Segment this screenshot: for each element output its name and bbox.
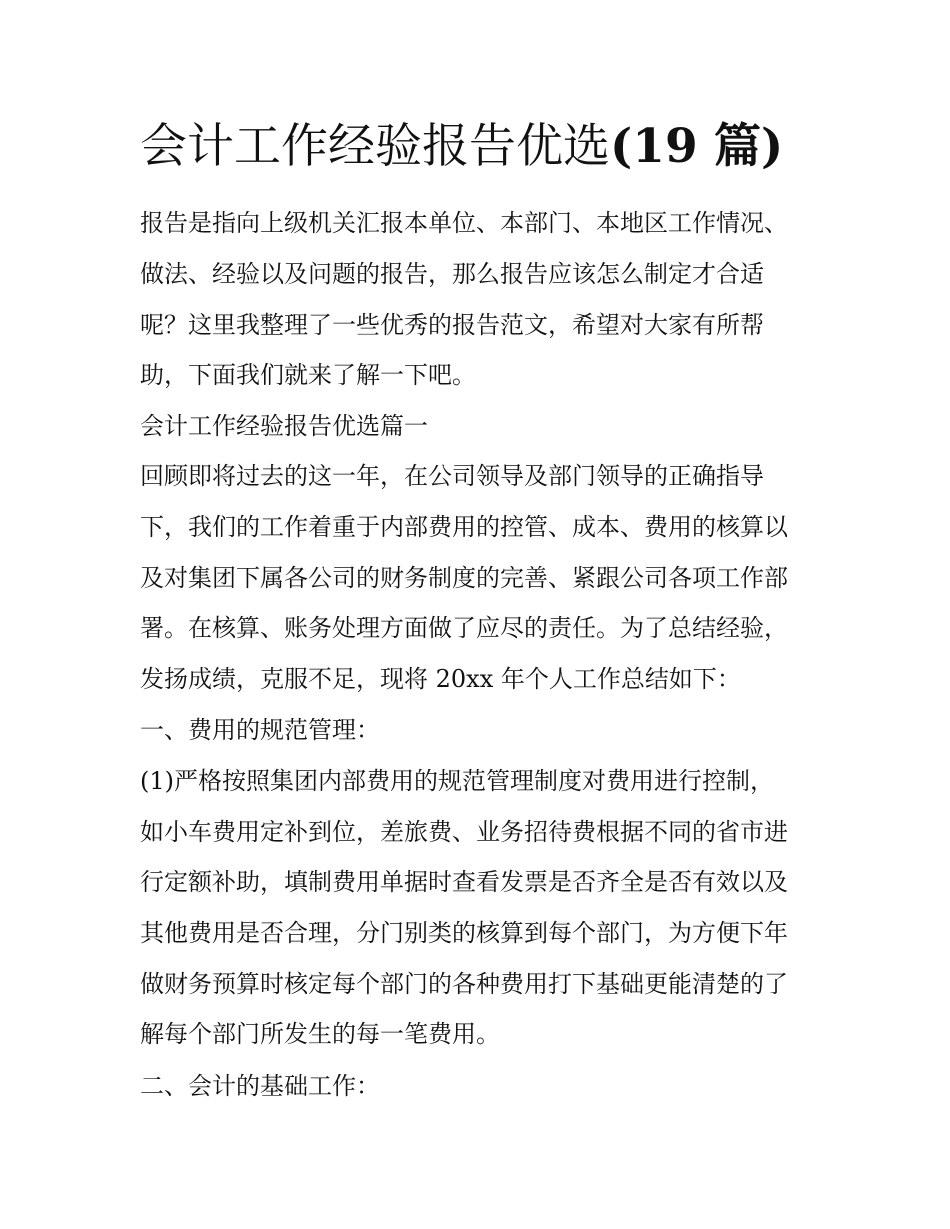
section-heading-1: 会计工作经验报告优选篇一 bbox=[140, 412, 428, 440]
intro-line-2: 做法、经验以及问题的报告，那么报告应该怎么制定才合适 bbox=[140, 260, 764, 288]
body-line-1: 回顾即将过去的这一年，在公司领导及部门领导的正确指导 bbox=[140, 462, 764, 490]
body-line-2: 下，我们的工作着重于内部费用的控管、成本、费用的核算以 bbox=[140, 513, 788, 541]
body-line-9: 其他费用是否合理，分门别类的核算到每个部门，为方便下年 bbox=[140, 919, 788, 947]
body-line-6: (1)严格按照集团内部费用的规范管理制度对费用进行控制， bbox=[140, 767, 774, 795]
body-line-11: 解每个部门所发生的每一笔费用。 bbox=[140, 1020, 500, 1048]
title-count: (19 篇) bbox=[610, 119, 784, 174]
subheading-2: 二、会计的基础工作： bbox=[140, 1072, 380, 1100]
title-main: 会计工作经验报告优选 bbox=[140, 119, 610, 174]
subheading-1: 一、费用的规范管理： bbox=[140, 716, 380, 744]
body-line-5: 发扬成绩，克服不足，现将 20xx 年个人工作总结如下： bbox=[140, 665, 741, 693]
document-title bbox=[140, 112, 783, 182]
body-line-3: 及对集团下属各公司的财务制度的完善、紧跟公司各项工作部 bbox=[140, 564, 788, 592]
body-line-10: 做财务预算时核定每个部门的各种费用打下基础更能清楚的了 bbox=[140, 970, 788, 998]
intro-line-4: 助，下面我们就来了解一下吧。 bbox=[140, 361, 476, 389]
intro-line-1: 报告是指向上级机关汇报本单位、本部门、本地区工作情况、 bbox=[140, 209, 788, 237]
body-line-4: 署。在核算、账务处理方面做了应尽的责任。为了总结经验， bbox=[140, 614, 788, 642]
body-line-8: 行定额补助，填制费用单据时查看发票是否齐全是否有效以及 bbox=[140, 868, 788, 896]
intro-line-3: 呢？这里我整理了一些优秀的报告范文，希望对大家有所帮 bbox=[140, 311, 764, 339]
body-line-7: 如小车费用定补到位，差旅费、业务招待费根据不同的省市进 bbox=[140, 818, 788, 846]
